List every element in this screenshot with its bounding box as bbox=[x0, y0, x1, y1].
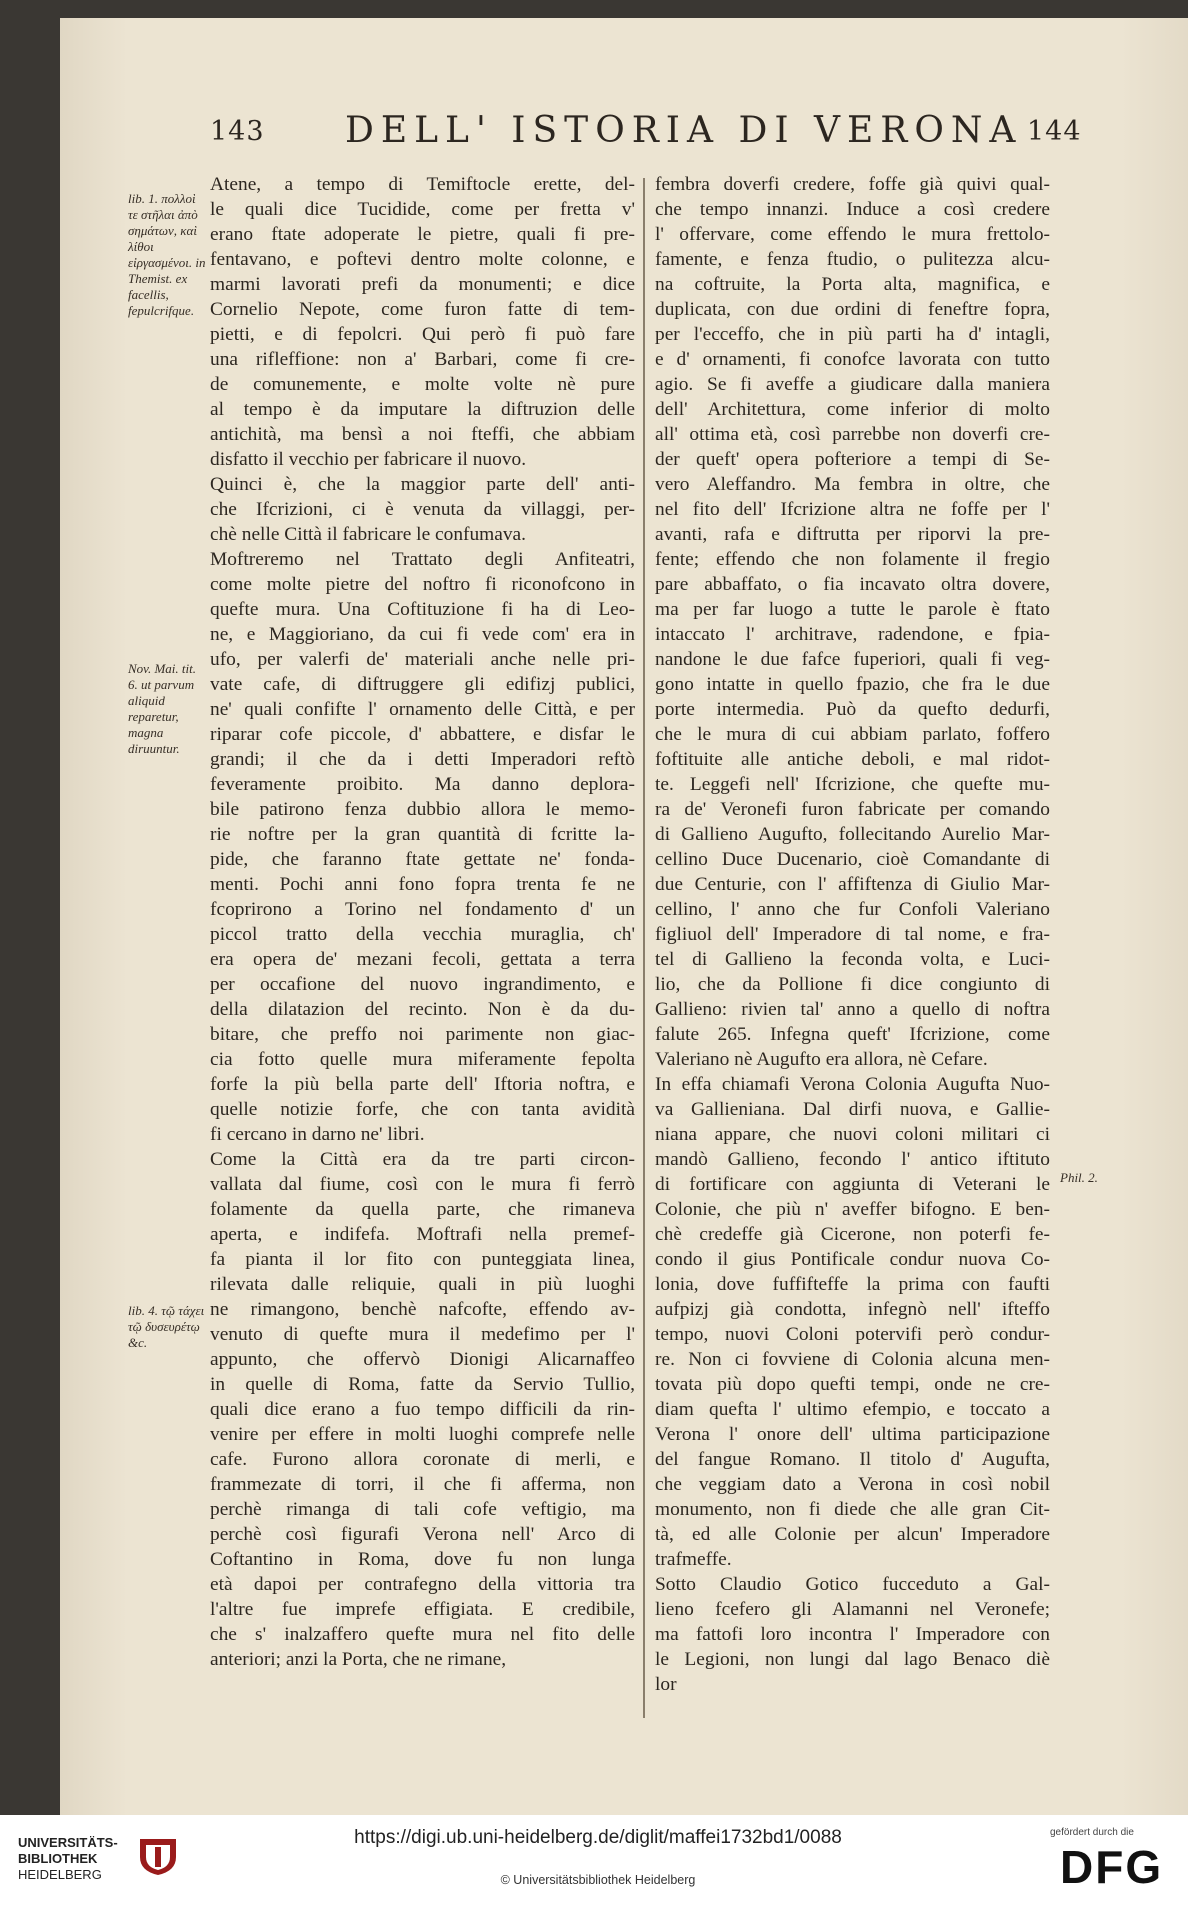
text-line: cellino, l' anno che fur Confoli Valeriano bbox=[655, 899, 1050, 920]
text-line: Moftreremo nel Trattato degli Anfiteatri, bbox=[210, 549, 635, 570]
text-line: bitare, che preffo noi parimente non giac- bbox=[210, 1024, 635, 1045]
text-line: Atene, a tempo di Temiftocle erette, del- bbox=[210, 174, 635, 195]
text-line: fa pianta il lor fito con punteggiata linea, bbox=[210, 1249, 635, 1270]
text-line: avanti, rafa e diftrutta per riporvi la pre- bbox=[655, 524, 1050, 545]
margin-note-dionysius: lib. 4. τῷ τάχει τῷ δυσευρέτῳ &c. bbox=[128, 1303, 205, 1350]
running-head-title: DELL' ISTORIA DI VERONA bbox=[345, 110, 1023, 151]
text-line: folamente da quella parte, che rimaneva bbox=[210, 1199, 635, 1220]
text-line: Sotto Claudio Gotico fucceduto a Gal- bbox=[655, 1574, 1050, 1595]
page-number-left: 143 bbox=[210, 116, 265, 147]
text-line: marmi lavorati prefi da monumenti; e dice bbox=[210, 274, 635, 295]
text-line: gono intatte in quello fpazio, che fra le due bbox=[655, 674, 1050, 695]
text-line: forfe la più bella parte dell' Iftoria noftra, e bbox=[210, 1074, 635, 1095]
text-line: Verona l' onore dell' ultima participazione bbox=[655, 1424, 1050, 1445]
text-line: falute 265. Infegna queft' Ifcrizione, come bbox=[655, 1024, 1050, 1045]
text-line: perchè rimanga di tali cofe veftigio, ma bbox=[210, 1499, 635, 1520]
text-line: cellino Duce Ducenario, cioè Comandante di bbox=[655, 849, 1050, 870]
text-line: due Centurie, con l' affiftenza di Giulio Mar- bbox=[655, 874, 1050, 895]
text-line: perchè così figurafi Verona nell' Arco di bbox=[210, 1524, 635, 1545]
text-line: di Gallieno Augufto, follecitando Aurelio Mar- bbox=[655, 824, 1050, 845]
text-line: va Gallieniana. Dal dirfi nuova, e Gallie- bbox=[655, 1099, 1050, 1120]
text-line: Gallieno: rivien tal' anno a quello di noftra bbox=[655, 999, 1050, 1020]
text-line: per occafione del nuovo ingrandimento, e bbox=[210, 974, 635, 995]
text-line: aufpizj già condotta, infegnò nell' ifteffo bbox=[655, 1299, 1050, 1320]
text-line: chè nelle Città il fabricare le confumava. bbox=[210, 524, 527, 545]
text-line: foftituite alle antiche deboli, e mal ridot- bbox=[655, 749, 1050, 770]
page-number-right: 144 bbox=[1027, 116, 1082, 147]
text-line: età dapoi per contrafegno della vittoria tra bbox=[210, 1574, 635, 1595]
text-line: venire per effere in molti luoghi comprefe nelle bbox=[210, 1424, 635, 1445]
text-line: era opera de' mezani fecoli, gettata a terra bbox=[210, 949, 635, 970]
text-line: ne' quali confifte l' ornamento delle Città, e per bbox=[210, 699, 635, 720]
text-line: della dilatazion del recinto. Non è da du- bbox=[210, 999, 635, 1020]
text-line: come molte pietre del noftro fi riconofcono in bbox=[210, 574, 635, 595]
text-line: diam quefta l' ultimo efempio, e toccato a bbox=[655, 1399, 1050, 1420]
left-text-column bbox=[210, 172, 635, 1672]
footer-bar bbox=[0, 1815, 1188, 1905]
margin-note-novella: Nov. Mai. tit. 6. ut parvum aliquid reparetur, magna diruuntur. bbox=[128, 661, 197, 756]
text-line: mandò Gallieno, fecondo l' antico iftituto bbox=[655, 1149, 1050, 1170]
text-line: famente, e fenza ftudio, o pulitezza alcu- bbox=[655, 249, 1050, 270]
library-name-line2: BIBLIOTHEK bbox=[18, 1851, 98, 1866]
text-line: te. Leggefi nell' Ifcrizione, che quefte mu- bbox=[655, 774, 1050, 795]
text-line: che Ifcrizioni, ci è venuta da villaggi, per- bbox=[210, 499, 635, 520]
text-line: der queft' opera pofteriore a tempi di Se- bbox=[655, 449, 1050, 470]
dfg-logo: DFG bbox=[1060, 1841, 1164, 1893]
text-line: lonia, dove fuffifteffe la prima con faufti bbox=[655, 1274, 1050, 1295]
text-line: che tempo innanzi. Induce a così credere bbox=[655, 199, 1050, 220]
text-line: Cornelio Nepote, come furon fatte di tem- bbox=[210, 299, 635, 320]
text-line: grandi; il che da i detti Imperadori reftò bbox=[210, 749, 635, 770]
text-line: al tempo è da imputare la diftruzion delle bbox=[210, 399, 635, 420]
library-logo-text bbox=[18, 1835, 118, 1883]
text-line: l' offervare, come effendo le mura frettolo- bbox=[655, 224, 1050, 245]
text-line: ne, e Maggioriano, da cui fi vede com' era in bbox=[210, 624, 635, 645]
text-line: nandone le due fafce fuperiori, quali fi veg- bbox=[655, 649, 1050, 670]
text-line: quali dice erano a fuo tempo difficili da rin- bbox=[210, 1399, 635, 1420]
permalink-url[interactable]: https://digi.ub.uni-heidelberg.de/diglit/maffei1732bd1/0088 bbox=[354, 1827, 842, 1848]
text-line: vallata dal fiume, così con le mura fi ferrò bbox=[210, 1174, 635, 1195]
text-line: bile patirono fenza dubbio allora le memo- bbox=[210, 799, 635, 820]
column-divider bbox=[643, 178, 645, 1718]
text-line: fentavano, e poftevi dentro molte colonne, e bbox=[210, 249, 635, 270]
text-line: figliuol dell' Imperadore di tal nome, e fra- bbox=[655, 924, 1050, 945]
text-line: che s' inalzaffero quefte mura nel fito delle bbox=[210, 1624, 635, 1645]
text-line: le quali dice Tucidide, come per fretta v' bbox=[210, 199, 635, 220]
text-line: quelle notizie forfe, che con tanta avidità bbox=[210, 1099, 635, 1120]
text-line: fembra doverfi credere, foffe già quivi qual- bbox=[655, 174, 1050, 195]
text-line: piccol tratto della vecchia muraglia, ch' bbox=[210, 924, 635, 945]
library-name-line3: HEIDELBERG bbox=[18, 1867, 102, 1882]
copyright-notice: © Universitätsbibliothek Heidelberg bbox=[500, 1873, 696, 1887]
text-line: agio. Se fi aveffe a giudicare dalla maniera bbox=[655, 374, 1050, 395]
text-line: trafmeffe. bbox=[655, 1549, 732, 1570]
text-line: Valeriano nè Augufto era allora, nè Cefare. bbox=[655, 1049, 988, 1070]
text-line: vate cafe, di diftruggere gli edifizj publici, bbox=[210, 674, 635, 695]
text-line: quefte mura. Una Coftituzione fi ha di Leo- bbox=[210, 599, 635, 620]
text-line: tovata più dopo quefti tempi, onde ne cre- bbox=[655, 1374, 1050, 1395]
text-line: le Legioni, non lungi dal lago Benaco diè bbox=[655, 1649, 1050, 1670]
text-line: ra de' Veronefi furon fabricate per comando bbox=[655, 799, 1050, 820]
text-line: In effa chiamafi Verona Colonia Augufta Nuo- bbox=[655, 1074, 1050, 1095]
text-line: porte intermedia. Può da quefto dedurfi, bbox=[655, 699, 1050, 720]
library-name-line1: UNIVERSITÄTS- bbox=[18, 1835, 118, 1850]
text-line: ufo, per valerfi de' materiali anche nelle pri- bbox=[210, 649, 635, 670]
text-line: erano ftate adoperate le pietre, quali fi pre- bbox=[210, 224, 635, 245]
margin-note-philippics: Phil. 2. bbox=[1060, 1170, 1098, 1185]
text-line: Come la Città era da tre parti circon- bbox=[210, 1149, 635, 1170]
text-line: cafe. Furono allora coronate di merli, e bbox=[210, 1449, 635, 1470]
text-line: menti. Pochi anni fono fopra trenta fe ne bbox=[210, 874, 635, 895]
text-line: riparar cofe piccole, d' abbattere, e disfar le bbox=[210, 724, 635, 745]
text-line: na coftruite, la Porta alta, magnifica, e bbox=[655, 274, 1050, 295]
text-line: disfatto il vecchio per fabricare il nuovo. bbox=[210, 449, 527, 470]
text-line: re. Non ci fovviene di Colonia alcuna men- bbox=[655, 1349, 1050, 1370]
text-line: intaccato l' architrave, radendone, e fpia- bbox=[655, 624, 1050, 645]
university-seal-icon bbox=[136, 1833, 180, 1877]
text-line: ma per far luogo a tutte le parole è ftato bbox=[655, 599, 1050, 620]
text-line: antichità, ma bensì a noi fteffi, che abbiam bbox=[210, 424, 635, 445]
text-line: niana appare, che nuovi coloni militari ci bbox=[655, 1124, 1050, 1145]
text-line: frammezate di torri, il che fi afferma, non bbox=[210, 1474, 635, 1495]
text-line: cia fotto quelle mura miferamente fepolta bbox=[210, 1049, 635, 1070]
text-line: condo il gius Pontificale condur nuova Co- bbox=[655, 1249, 1050, 1270]
text-line: appunto, che offervò Dionigi Alicarnaffeo bbox=[210, 1349, 635, 1370]
text-line: monumento, non fi diede che alle gran Cit- bbox=[655, 1499, 1050, 1520]
text-line: lor bbox=[655, 1674, 677, 1695]
text-line: di fortificare con aggiunta di Veterani le bbox=[655, 1174, 1050, 1195]
margin-note-thucydides: lib. 1. πολλοὶ τε στῆλαι ἀπὸ σημάτων, καὶ λίθοι εἰργασμένοι. in Themist. ex facellis, fepulcrifque. bbox=[128, 191, 206, 318]
text-line: all' ottima età, così parrebbe non doverfi cre- bbox=[655, 424, 1050, 445]
text-line: pare abbaffato, o fia incavato oltra dovere, bbox=[655, 574, 1050, 595]
text-line: pide, che faranno ftate gettate ne' fonda- bbox=[210, 849, 635, 870]
text-line: ne rimangono, benchè nafcofte, effendo av- bbox=[210, 1299, 635, 1320]
text-line: in quelle di Roma, fatte da Servio Tullio, bbox=[210, 1374, 635, 1395]
text-line: Coftantino in Roma, dove fu non lunga bbox=[210, 1549, 635, 1570]
text-line: Colonie, che più n' aveffer bifogno. E ben- bbox=[655, 1199, 1050, 1220]
text-line: tà, ed alle Colonie per alcun' Imperadore bbox=[655, 1524, 1050, 1545]
text-line: fi cercano in darno ne' libri. bbox=[210, 1124, 425, 1145]
text-line: de comunemente, e molte volte nè pure bbox=[210, 374, 635, 395]
text-line: anteriori; anzi la Porta, che ne rimane, bbox=[210, 1649, 507, 1670]
text-line: che le mura di cui abbiam parlato, foffero bbox=[655, 724, 1050, 745]
text-line: del fangue Romano. Il titolo d' Augufta, bbox=[655, 1449, 1050, 1470]
text-line: tempo, nuovi Coloni potervifi però condur- bbox=[655, 1324, 1050, 1345]
text-line: e d' ornamenti, fi conofce lavorata con tutto bbox=[655, 349, 1050, 370]
right-text-column bbox=[655, 172, 1050, 1697]
text-line: rilevata dalle reliquie, quali in più luoghi bbox=[210, 1274, 635, 1295]
text-line: tel di Gallieno la feconda volta, e Luci- bbox=[655, 949, 1050, 970]
text-line: ma fattofi loro incontra l' Imperadore con bbox=[655, 1624, 1050, 1645]
text-line: chè credeffe già Cicerone, non poterfi fe- bbox=[655, 1224, 1050, 1245]
dfg-caption: gefördert durch die bbox=[1050, 1827, 1134, 1838]
text-line: dell' Architettura, come inferior di molto bbox=[655, 399, 1050, 420]
text-line: vero Aleffandro. Ma fembra in oltre, che bbox=[655, 474, 1050, 495]
text-line: fente; effendo che non folamente il fregio bbox=[655, 549, 1050, 570]
text-line: aperta, e indifefa. Moftrafi nella premef- bbox=[210, 1224, 635, 1245]
text-line: l'altre fue imprefe effigiata. E credibile, bbox=[210, 1599, 635, 1620]
text-line: per l'ecceffo, che in più parti ha d' intagli, bbox=[655, 324, 1050, 345]
text-line: feveramente proibito. Ma danno deplora- bbox=[210, 774, 635, 795]
text-line: pietti, e di fepolcri. Qui però fi può fare bbox=[210, 324, 635, 345]
text-line: lieno fcefero gli Alamanni nel Veronefe; bbox=[655, 1599, 1050, 1620]
text-line: nel fito dell' Ifcrizione altra ne foffe per l' bbox=[655, 499, 1050, 520]
book-page bbox=[60, 18, 1188, 1815]
text-line: lio, che da Pollione fi dice congiunto di bbox=[655, 974, 1050, 995]
text-line: rie noftre per la gran quantità di fcritte la- bbox=[210, 824, 635, 845]
text-line: Quinci è, che la maggior parte dell' anti- bbox=[210, 474, 635, 495]
text-line: duplicata, con due ordini di feneftre fopra, bbox=[655, 299, 1050, 320]
text-line: venuto di quefte mura il medefimo per l' bbox=[210, 1324, 635, 1345]
text-line: che veggiam dato a Verona in così nobil bbox=[655, 1474, 1050, 1495]
text-line: fcoprirono a Torino nel fondamento d' un bbox=[210, 899, 635, 920]
text-line: una rifleffione: non a' Barbari, come fi cre- bbox=[210, 349, 635, 370]
